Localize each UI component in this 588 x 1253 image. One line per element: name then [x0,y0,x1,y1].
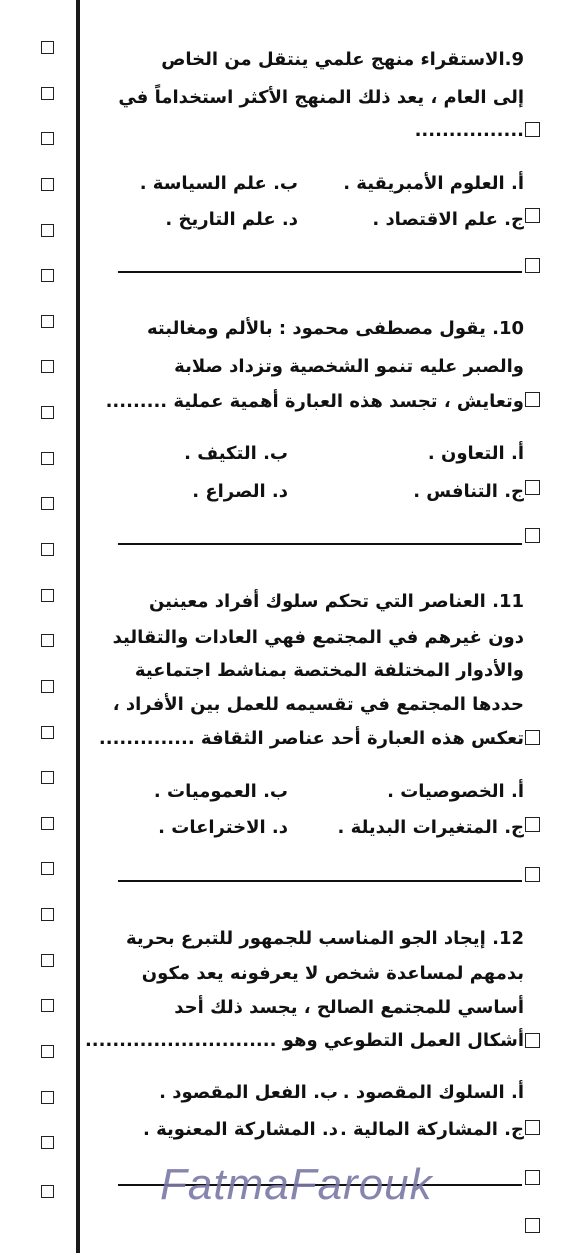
answer-box[interactable] [525,392,540,407]
option-d[interactable]: د. علم التاريخ . [165,209,298,230]
question-line: والأدوار المختلفة المختصة بمناشط اجتماعية [134,660,524,681]
answer-box[interactable] [525,817,540,832]
margin-checkbox[interactable] [41,406,54,419]
question-line: دون غيرهم في المجتمع فهي العادات والتقاليد [112,627,524,648]
answer-box[interactable] [525,1170,540,1185]
question-line: وتعايش ، تجسد هذه العبارة أهمية عملية ......... [105,391,524,412]
option-d[interactable]: د. الصراع . [192,481,288,502]
margin-checkbox[interactable] [41,1091,54,1104]
margin-checkbox[interactable] [41,589,54,602]
watermark: FatmaFarouk [160,1160,433,1209]
question-line: 12. إيجاد الجو المناسب للجمهور للتبرع بحرية [125,928,524,949]
margin-checkbox[interactable] [41,87,54,100]
answer-line [118,271,522,273]
answer-box[interactable] [525,208,540,223]
answer-box[interactable] [525,1120,540,1135]
margin-checkbox[interactable] [41,452,54,465]
answer-line [118,543,522,545]
margin-checkbox[interactable] [41,634,54,647]
option-c[interactable]: ج. المشاركة المالية . [339,1119,524,1140]
margin-checkbox[interactable] [41,41,54,54]
option-d[interactable]: د. المشاركة المعنوية . [143,1119,338,1140]
margin-checkbox[interactable] [41,178,54,191]
option-c[interactable]: ج. علم الاقتصاد . [372,209,524,230]
answer-line [118,880,522,882]
margin-checkbox[interactable] [41,862,54,875]
margin-checkbox[interactable] [41,315,54,328]
option-c[interactable]: ج. المتغيرات البديلة . [337,817,524,838]
margin-checkbox[interactable] [41,224,54,237]
margin-checkbox[interactable] [41,726,54,739]
margin-checkbox[interactable] [41,360,54,373]
option-a[interactable]: أ. السلوك المقصود . [342,1082,524,1103]
answer-box[interactable] [525,480,540,495]
answer-box[interactable] [525,867,540,882]
answer-box[interactable] [525,730,540,745]
margin-checkbox[interactable] [41,954,54,967]
option-b[interactable]: ب. الفعل المقصود . [159,1082,338,1103]
question-line: والصبر عليه تنمو الشخصية وتزداد صلابة [174,356,524,377]
question-line: أساسي للمجتمع الصالح ، يجسد ذلك أحد [174,997,524,1018]
margin-checkbox[interactable] [41,132,54,145]
question-line: حددها المجتمع في تقسيمه للعمل بين الأفراد ، [112,694,524,715]
margin-checkbox[interactable] [41,817,54,830]
margin-checkbox[interactable] [41,999,54,1012]
margin-checkbox[interactable] [41,908,54,921]
option-a[interactable]: أ. الخصوصيات . [387,781,524,802]
option-a[interactable]: أ. التعاون . [427,443,524,464]
question-line: 10. يقول مصطفى محمود : بالألم ومغالبته [146,318,524,339]
question-line: 11. العناصر التي تحكم سلوك أفراد معينين [148,591,524,612]
margin-checkbox[interactable] [41,497,54,510]
option-b[interactable]: ب. علم السياسة . [139,173,298,194]
margin-checkbox[interactable] [41,680,54,693]
margin-checkbox[interactable] [41,1136,54,1149]
answer-box[interactable] [525,1218,540,1233]
question-line: ................ [414,120,524,141]
question-line: 9.الاستقراء منهج علمي ينتقل من الخاص [161,49,524,70]
option-c[interactable]: ج. التنافس . [413,481,524,502]
option-b[interactable]: ب. التكيف . [184,443,288,464]
answer-box[interactable] [525,1033,540,1048]
answer-box[interactable] [525,122,540,137]
question-line: إلى العام ، يعد ذلك المنهج الأكثر استخداماً في [118,87,524,108]
margin-checkbox[interactable] [41,269,54,282]
margin-checkbox[interactable] [41,1045,54,1058]
question-line: أشكال العمل التطوعي وهو ............................ [84,1030,524,1051]
option-b[interactable]: ب. العموميات . [153,781,288,802]
margin-rule [76,0,80,1253]
margin-checkbox[interactable] [41,1185,54,1198]
option-d[interactable]: د. الاختراعات . [158,817,288,838]
question-line: بدمهم لمساعدة شخص لا يعرفونه يعد مكون [141,963,524,984]
answer-box[interactable] [525,258,540,273]
answer-box[interactable] [525,528,540,543]
margin-checkbox[interactable] [41,543,54,556]
option-a[interactable]: أ. العلوم الأمبريقية . [343,173,524,194]
margin-checkbox[interactable] [41,771,54,784]
question-line: تعكس هذه العبارة أحد عناصر الثقافة .............. [98,728,524,749]
